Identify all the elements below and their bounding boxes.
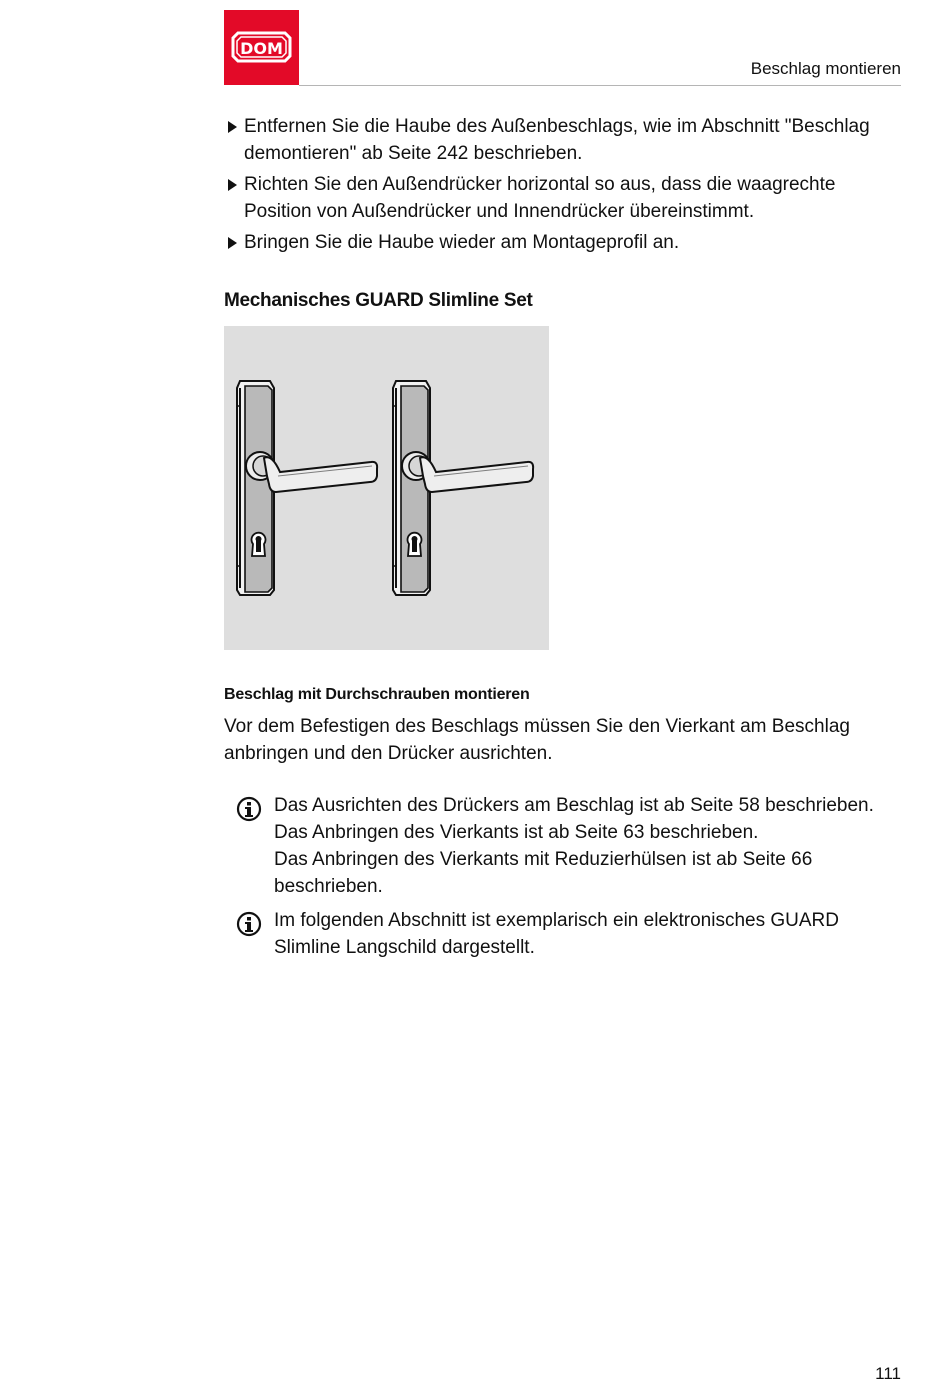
door-handle-drawing — [224, 326, 549, 650]
bullet-triangle-icon — [228, 121, 237, 133]
info-note-text — [274, 907, 906, 961]
page-number: 111 — [875, 1364, 901, 1383]
figure-heading: Mechanisches GUARD Slimline Set — [224, 290, 533, 311]
section-paragraph: Vor dem Befestigen des Beschlags müssen Sie den Vierkant am Beschlag anbringen und den Drücker ausrichten. — [224, 716, 850, 764]
step-item — [224, 171, 904, 225]
door-handle-set-illustration — [224, 326, 549, 650]
section-heading: Beschlag mit Durchschrauben montieren — [224, 686, 530, 703]
logo-text: DOM — [240, 39, 283, 58]
step-item — [224, 113, 904, 167]
note-line: Das Anbringen des Vierkants ist ab Seite 63 beschrieben. — [274, 822, 759, 843]
bullet-triangle-icon — [228, 237, 237, 249]
step-text: Entfernen Sie die Haube des Außenbeschlags, wie im Abschnitt "Beschlag demontieren" ab Seite 242 beschrieben. — [244, 116, 870, 164]
info-icon — [236, 796, 262, 822]
info-note — [236, 907, 906, 967]
bullet-triangle-icon — [228, 179, 237, 191]
note-line: Im folgenden Abschnitt ist exemplarisch ein elektronisches GUARD Slimline Langschild dargestellt. — [274, 910, 839, 958]
instruction-steps — [224, 113, 904, 260]
note-line: Das Ausrichten des Drückers am Beschlag ist ab Seite 58 beschrieben. — [274, 795, 874, 816]
info-note — [236, 792, 906, 902]
header-rule — [299, 85, 901, 86]
dom-logo — [224, 10, 299, 85]
running-header: Beschlag montieren — [750, 59, 901, 78]
note-line: Das Anbringen des Vierkants mit Reduzierhülsen ist ab Seite 66 beschrieben. — [274, 849, 813, 897]
step-item — [224, 229, 904, 256]
info-note-text — [274, 792, 906, 900]
step-text: Richten Sie den Außendrücker horizontal so aus, dass die waagrechte Position von Außendrücker und Innendrücker übereinstimmt. — [244, 174, 836, 222]
dom-logo-mark — [224, 10, 299, 85]
step-text: Bringen Sie die Haube wieder am Montageprofil an. — [244, 232, 680, 253]
info-icon — [236, 911, 262, 937]
